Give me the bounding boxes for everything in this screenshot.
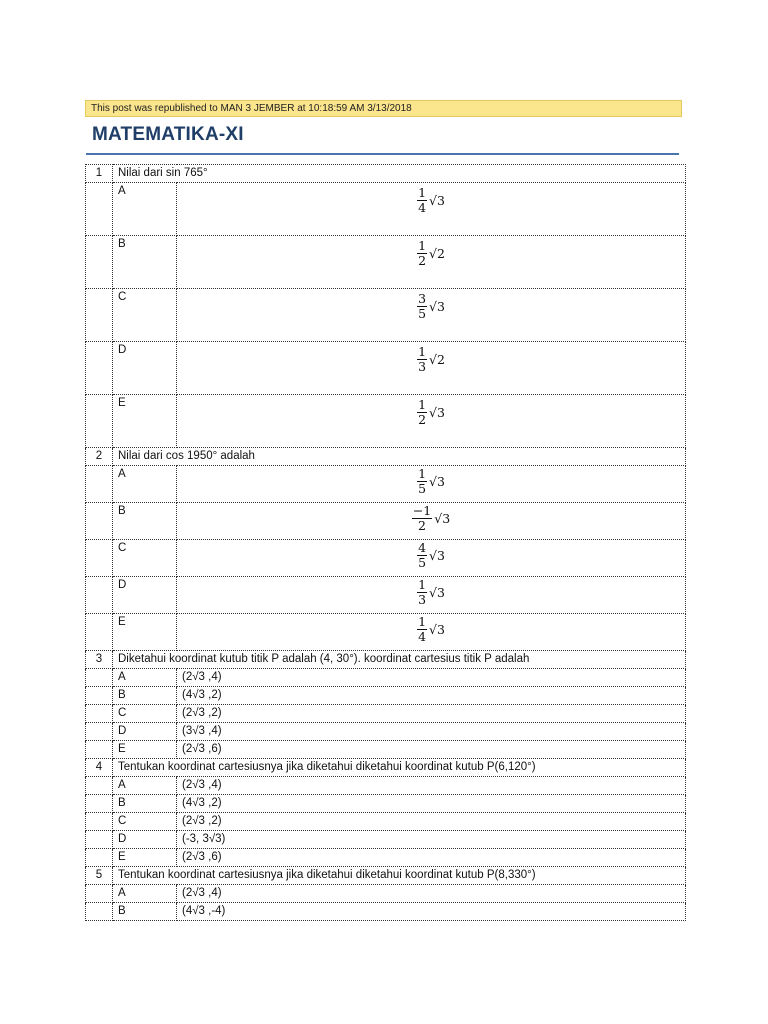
question-row: [86, 651, 686, 669]
option-label: D: [113, 723, 177, 741]
option-spacer: [86, 741, 113, 759]
option-spacer: [86, 183, 113, 236]
option-value: [177, 183, 686, 236]
option-row: [86, 741, 686, 759]
fraction-numerator: 1: [418, 614, 427, 629]
radical: √3: [429, 548, 445, 563]
option-value: [177, 540, 686, 577]
fraction: [417, 292, 427, 321]
radical: √3: [434, 511, 451, 526]
fraction-numerator: 1: [418, 466, 427, 481]
radical: √3: [429, 585, 445, 600]
fraction-denominator: 5: [418, 481, 427, 496]
title-underline: [86, 153, 679, 155]
option-label: B: [113, 503, 177, 540]
option-value: (2√3 ,4): [177, 777, 686, 795]
option-spacer: [86, 503, 113, 540]
option-label: A: [113, 669, 177, 687]
option-label: A: [113, 885, 177, 903]
option-label: A: [113, 466, 177, 503]
option-value: (2√3 ,4): [177, 669, 686, 687]
question-number: 2: [86, 448, 113, 466]
option-value: (2√3 ,4): [177, 885, 686, 903]
option-value: (2√3 ,6): [177, 741, 686, 759]
fraction: [417, 239, 427, 268]
radical: √2: [429, 352, 445, 367]
option-value: [177, 236, 686, 289]
question-number: 1: [86, 165, 113, 183]
option-spacer: [86, 669, 113, 687]
fraction-numerator: 3: [418, 291, 427, 306]
question-number: 3: [86, 651, 113, 669]
option-spacer: [86, 705, 113, 723]
option-spacer: [86, 342, 113, 395]
radical: √3: [429, 193, 445, 208]
option-value: [177, 342, 686, 395]
option-spacer: [86, 236, 113, 289]
fraction: [417, 541, 427, 570]
option-label: C: [113, 705, 177, 723]
fraction: [417, 578, 427, 607]
option-spacer: [86, 849, 113, 867]
option-row: [86, 723, 686, 741]
option-spacer: [86, 466, 113, 503]
fraction: [417, 186, 427, 215]
fraction-numerator: 1: [418, 577, 427, 592]
option-label: E: [113, 614, 177, 651]
question-text: Nilai dari cos 1950° adalah: [113, 448, 686, 466]
option-value: [177, 614, 686, 651]
option-row: [86, 885, 686, 903]
option-row: [86, 614, 686, 651]
option-value: [177, 503, 686, 540]
option-spacer: [86, 723, 113, 741]
radical: √3: [429, 622, 445, 637]
radical: √2: [429, 246, 445, 261]
fraction-denominator: 2: [418, 412, 427, 427]
option-spacer: [86, 687, 113, 705]
question-row: [86, 759, 686, 777]
option-spacer: [86, 795, 113, 813]
option-value: [177, 289, 686, 342]
fraction-denominator: 3: [418, 359, 427, 374]
option-row: [86, 903, 686, 921]
option-row: [86, 540, 686, 577]
fraction-numerator: 1: [418, 397, 427, 412]
option-row: [86, 466, 686, 503]
option-label: D: [113, 577, 177, 614]
fraction-numerator: −1: [412, 503, 432, 518]
option-value: [177, 466, 686, 503]
radical: √3: [429, 405, 445, 420]
option-label: A: [113, 777, 177, 795]
fraction: [412, 504, 432, 533]
option-row: [86, 395, 686, 448]
question-text: Diketahui koordinat kutub titik P adalah (4, 30°). koordinat cartesius titik P adalah: [113, 651, 686, 669]
option-label: B: [113, 687, 177, 705]
option-value: [177, 577, 686, 614]
option-value: (2√3 ,2): [177, 705, 686, 723]
option-value: (-3, 3√3): [177, 831, 686, 849]
fraction-denominator: 5: [418, 306, 427, 321]
option-spacer: [86, 289, 113, 342]
fraction: [417, 467, 427, 496]
option-row: [86, 669, 686, 687]
option-label: B: [113, 795, 177, 813]
option-spacer: [86, 813, 113, 831]
option-value: (2√3 ,6): [177, 849, 686, 867]
option-row: [86, 831, 686, 849]
option-row: [86, 503, 686, 540]
fraction-denominator: 4: [418, 200, 427, 215]
option-row: [86, 687, 686, 705]
option-label: D: [113, 342, 177, 395]
fraction-numerator: 1: [418, 344, 427, 359]
option-value: (3√3 ,4): [177, 723, 686, 741]
question-number: 4: [86, 759, 113, 777]
option-row: [86, 342, 686, 395]
fraction-denominator: 2: [418, 518, 426, 533]
radical: √3: [429, 474, 445, 489]
fraction-numerator: 1: [418, 185, 427, 200]
option-spacer: [86, 540, 113, 577]
option-row: [86, 236, 686, 289]
option-row: [86, 795, 686, 813]
fraction-denominator: 2: [418, 253, 427, 268]
option-label: B: [113, 236, 177, 289]
question-row: [86, 867, 686, 885]
option-row: [86, 849, 686, 867]
option-value: (4√3 ,2): [177, 687, 686, 705]
option-spacer: [86, 831, 113, 849]
republish-banner: This post was republished to MAN 3 JEMBER at 10:18:59 AM 3/13/2018: [85, 100, 682, 117]
question-text: Tentukan koordinat cartesiusnya jika diketahui diketahui koordinat kutub P(6,120°): [113, 759, 686, 777]
option-label: C: [113, 540, 177, 577]
option-label: C: [113, 813, 177, 831]
option-value: (4√3 ,2): [177, 795, 686, 813]
option-label: E: [113, 741, 177, 759]
question-text: Tentukan koordinat cartesiusnya jika diketahui diketahui koordinat kutub P(8,330°): [113, 867, 686, 885]
option-value: (2√3 ,2): [177, 813, 686, 831]
option-row: [86, 183, 686, 236]
fraction-numerator: 4: [418, 540, 427, 555]
option-spacer: [86, 885, 113, 903]
option-row: [86, 289, 686, 342]
fraction-denominator: 4: [418, 629, 427, 644]
question-text: Nilai dari sin 765°: [113, 165, 686, 183]
option-row: [86, 705, 686, 723]
option-row: [86, 813, 686, 831]
option-row: [86, 777, 686, 795]
option-value: [177, 395, 686, 448]
fraction: [417, 398, 427, 427]
option-label: B: [113, 903, 177, 921]
fraction-denominator: 3: [418, 592, 427, 607]
option-spacer: [86, 577, 113, 614]
option-spacer: [86, 395, 113, 448]
radical: √3: [429, 299, 445, 314]
fraction: [417, 345, 427, 374]
option-spacer: [86, 903, 113, 921]
question-table: [85, 164, 686, 921]
fraction-numerator: 1: [418, 238, 427, 253]
option-label: E: [113, 849, 177, 867]
fraction: [417, 615, 427, 644]
question-row: [86, 448, 686, 466]
question-number: 5: [86, 867, 113, 885]
option-label: C: [113, 289, 177, 342]
option-value: (4√3 ,-4): [177, 903, 686, 921]
option-label: A: [113, 183, 177, 236]
option-spacer: [86, 614, 113, 651]
option-spacer: [86, 777, 113, 795]
question-row: [86, 165, 686, 183]
page-title: MATEMATIKA-XI: [92, 124, 244, 145]
fraction-denominator: 5: [418, 555, 427, 570]
option-label: E: [113, 395, 177, 448]
option-row: [86, 577, 686, 614]
option-label: D: [113, 831, 177, 849]
